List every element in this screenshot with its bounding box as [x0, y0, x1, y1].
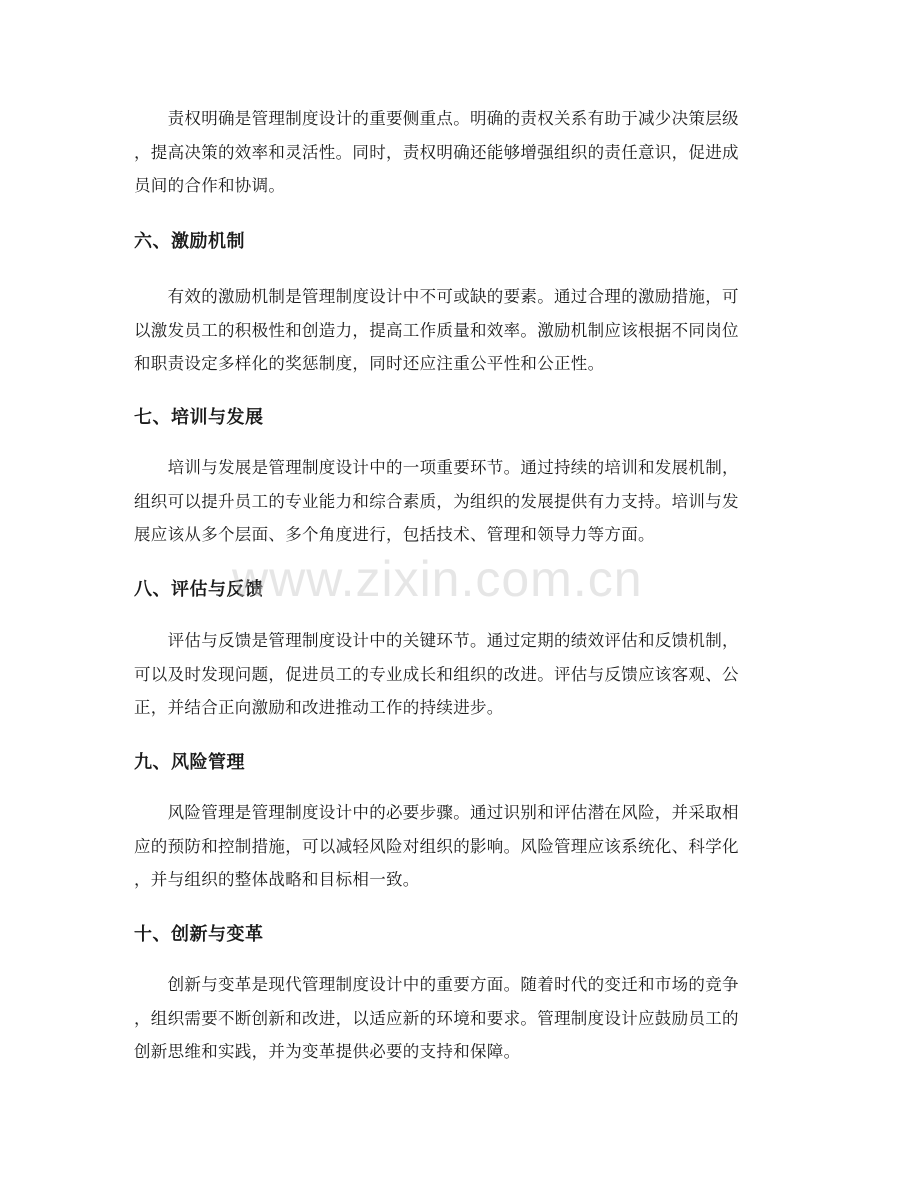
paragraph-accountability: 责权明确是管理制度设计的重要侧重点。明确的责权关系有助于减少决策层级 ，提高决策的效率和灵活性。同时，责权明确还能够增强组织的责任意识，促进成 员间的合作和协调。	[134, 109, 739, 195]
watermark: www.zixin.com.cn	[232, 551, 643, 607]
paragraph-risk-management: 风险管理是管理制度设计中的必要步骤。通过识别和评估潜在风险，并采取相 应的预防和控制措施，可以减轻风险对组织的影响。风险管理应该系统化、科学化 ，并与组织的整体战略和目标相一致。	[134, 803, 739, 889]
paragraph-innovation-change: 创新与变革是现代管理制度设计中的重要方面。随着时代的变迁和市场的竞争 ，组织需要不断创新和改进，以适应新的环境和要求。管理制度设计应鼓励员工的 创新思维和实践，并为变革提供必要的支持和保障。	[134, 975, 739, 1061]
paragraph-incentive-mechanism: 有效的激励机制是管理制度设计中不可或缺的要素。通过合理的激励措施，可 以激发员工的积极性和创造力，提高工作质量和效率。激励机制应该根据不同岗位 和职责设定多样化的奖惩制度，同时还应注重公平性和公正性。	[134, 287, 739, 373]
paragraph-training-development: 培训与发展是管理制度设计中的一项重要环节。通过持续的培训和发展机制， 组织可以提升员工的专业能力和综合素质，为组织的发展提供有力支持。培训与发 展应该从多个层面、多个角度进行，包括技术、管理和领导力等方面。	[134, 458, 739, 544]
heading-evaluation-feedback: 八、评估与反馈	[134, 579, 264, 600]
paragraph-evaluation-feedback: 评估与反馈是管理制度设计中的关键环节。通过定期的绩效评估和反馈机制， 可以及时发现问题，促进员工的专业成长和组织的改进。评估与反馈应该客观、公 正，并结合正向激励和改进推动工作的持续进步。	[134, 631, 739, 717]
heading-innovation-change: 十、创新与变革	[134, 924, 264, 945]
heading-incentive-mechanism: 六、激励机制	[134, 231, 245, 252]
heading-training-development: 七、培训与发展	[134, 407, 264, 428]
heading-risk-management: 九、风险管理	[134, 752, 245, 773]
